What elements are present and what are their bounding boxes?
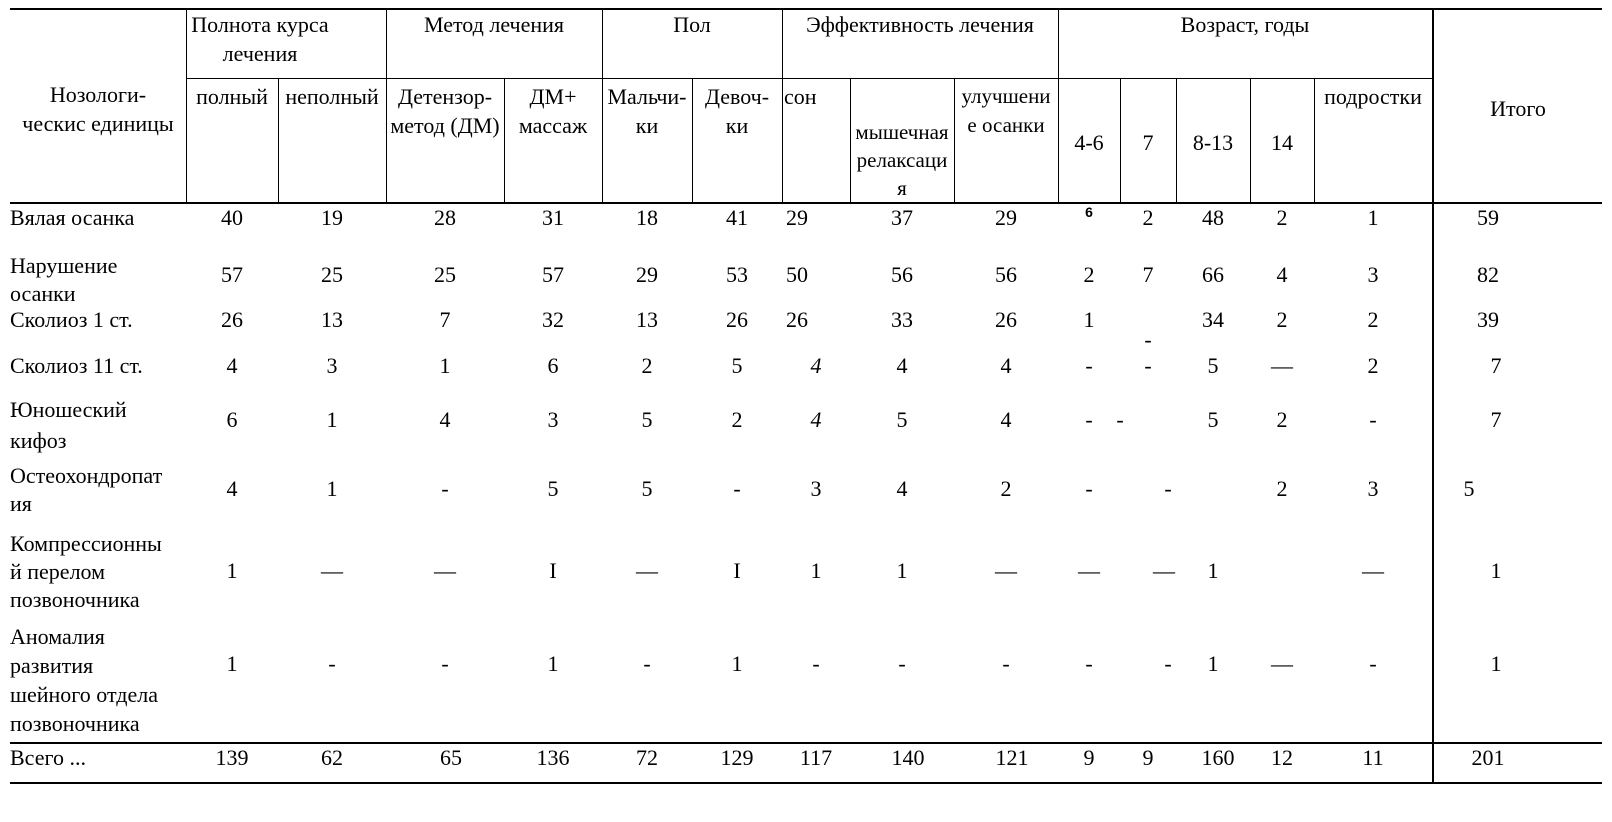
cell: 33 xyxy=(891,307,913,332)
cell: 2 xyxy=(1000,476,1012,501)
cell: 1 xyxy=(1207,558,1219,583)
cell: 25 xyxy=(321,262,343,287)
cell: 160 xyxy=(1201,745,1235,770)
cell: 25 xyxy=(434,262,456,287)
header-age-14: 14 xyxy=(1271,130,1293,155)
header-eff-posture: улучшени е осанки xyxy=(961,84,1051,137)
cell: — xyxy=(434,558,456,583)
cell: 2 xyxy=(1142,205,1154,230)
cell: 4 xyxy=(810,353,822,378)
cell: — xyxy=(1078,558,1100,583)
cell: 57 xyxy=(542,262,564,287)
rule-bottom xyxy=(10,782,1602,784)
cell: 26 xyxy=(786,307,808,332)
cell-total: 59 xyxy=(1477,205,1499,230)
cell: - xyxy=(1085,353,1093,378)
cell: — xyxy=(1362,558,1384,583)
cell: — xyxy=(1153,558,1175,583)
cell: 2 xyxy=(1276,476,1288,501)
cell: — xyxy=(636,558,658,583)
data-table xyxy=(10,8,1602,816)
cell: 6 xyxy=(1085,204,1093,220)
header-age-teen: подростки xyxy=(1324,84,1422,109)
header-eff-muscle: мышечная релаксаци я xyxy=(855,120,949,200)
cell: 37 xyxy=(891,205,913,230)
cell: 4 xyxy=(439,407,451,432)
header-method: Метод лечения xyxy=(423,12,565,37)
cell: 6 xyxy=(547,353,559,378)
cell: 65 xyxy=(440,745,462,770)
cell: 5 xyxy=(896,407,908,432)
cell: - xyxy=(898,651,906,676)
header-course-incomplete: неполный xyxy=(285,84,379,109)
cell: 1 xyxy=(731,651,743,676)
cell: 53 xyxy=(726,262,748,287)
cell: 1 xyxy=(896,558,908,583)
cell: 5 xyxy=(547,476,559,501)
cell: 29 xyxy=(995,205,1017,230)
header-course: Полнота курса лечения xyxy=(191,12,329,66)
cell: 1 xyxy=(1207,651,1219,676)
header-age: Возраст, годы xyxy=(1180,12,1310,37)
cell: 1 xyxy=(226,558,238,583)
row-label: Вялая осанка xyxy=(10,205,135,230)
cell: 4 xyxy=(810,407,822,432)
header-nosology: Нозологи- ческис единицы xyxy=(22,82,174,136)
cell: 1 xyxy=(326,407,338,432)
cell: - xyxy=(733,476,741,501)
row-label: Сколиоз 11 ст. xyxy=(10,353,143,378)
cell: 1 xyxy=(1083,307,1095,332)
cell: 9 xyxy=(1083,745,1095,770)
cell: 2 xyxy=(1367,307,1379,332)
cell: - xyxy=(1369,407,1377,432)
cell: 12 xyxy=(1271,745,1293,770)
cell: 40 xyxy=(221,205,243,230)
header-total: Итого xyxy=(1490,96,1546,121)
cell: — xyxy=(321,558,343,583)
cell: 1 xyxy=(810,558,822,583)
cell: - xyxy=(1116,407,1124,432)
cell: - xyxy=(1002,651,1010,676)
cell: 4 xyxy=(226,476,238,501)
cell: 62 xyxy=(321,745,343,770)
cell: 34 xyxy=(1202,307,1224,332)
cell: - xyxy=(1164,476,1172,501)
cell: 9 xyxy=(1142,745,1154,770)
cell: 5 xyxy=(641,476,653,501)
cell: 72 xyxy=(636,745,658,770)
cell: 18 xyxy=(636,205,658,230)
cell: 3 xyxy=(810,476,822,501)
cell: - xyxy=(1144,327,1152,352)
cell: - xyxy=(1164,651,1172,676)
cell: 4 xyxy=(896,353,908,378)
cell: 3 xyxy=(1367,262,1379,287)
row-label: Юношеский кифоз xyxy=(10,397,127,453)
header-age-8-13: 8-13 xyxy=(1192,130,1234,155)
cell-total: 5 xyxy=(1463,476,1475,501)
cell: 57 xyxy=(221,262,243,287)
cell: 4 xyxy=(1276,262,1288,287)
cell: 5 xyxy=(731,353,743,378)
cell: - xyxy=(1085,476,1093,501)
cell: 1 xyxy=(226,651,238,676)
header-method-dm: Детензор- метод (ДМ) xyxy=(390,84,500,138)
cell: 3 xyxy=(326,353,338,378)
cell: 1 xyxy=(439,353,451,378)
header-age-4-6: 4-6 xyxy=(1074,130,1104,155)
cell: 117 xyxy=(799,745,833,770)
header-sex-boys: Мальчи- ки xyxy=(607,84,687,138)
cell-total: 39 xyxy=(1477,307,1499,332)
cell: 2 xyxy=(1367,353,1379,378)
cell: - xyxy=(1144,353,1152,378)
cell: 29 xyxy=(786,205,808,230)
header-sex-girls: Девоч- ки xyxy=(704,84,770,138)
cell-total: 1 xyxy=(1490,651,1502,676)
cell-total: 1 xyxy=(1490,558,1502,583)
cell: - xyxy=(441,651,449,676)
cell: 139 xyxy=(215,745,249,770)
cell: I xyxy=(733,558,741,583)
cell: 50 xyxy=(786,262,808,287)
cell: - xyxy=(1085,407,1093,432)
row-label-total: Всего ... xyxy=(10,745,86,770)
cell: 6 xyxy=(226,407,238,432)
cell: 48 xyxy=(1202,205,1224,230)
cell: 13 xyxy=(636,307,658,332)
cell: 5 xyxy=(641,407,653,432)
row-label: Нарушение осанки xyxy=(10,253,118,306)
cell: 7 xyxy=(439,307,451,332)
cell: 1 xyxy=(1367,205,1379,230)
cell: 7 xyxy=(1142,262,1154,287)
cell: I xyxy=(549,558,557,583)
cell: 3 xyxy=(1367,476,1379,501)
cell: 4 xyxy=(1000,407,1012,432)
cell: 136 xyxy=(536,745,570,770)
row-label: Остеохондропат ия xyxy=(10,463,163,516)
row-label: Аномалия развития шейного отдела позвоночника xyxy=(10,624,158,736)
cell: 2 xyxy=(731,407,743,432)
cell: 140 xyxy=(891,745,925,770)
cell: 4 xyxy=(896,476,908,501)
cell: 2 xyxy=(1276,407,1288,432)
cell: 2 xyxy=(1276,205,1288,230)
row-label: Сколиоз 1 ст. xyxy=(10,307,133,332)
cell-total: 7 xyxy=(1490,353,1502,378)
cell: 2 xyxy=(641,353,653,378)
cell: - xyxy=(812,651,820,676)
cell: 31 xyxy=(542,205,564,230)
cell: 2 xyxy=(1276,307,1288,332)
cell: 13 xyxy=(321,307,343,332)
cell: 26 xyxy=(221,307,243,332)
header-course-full: полный xyxy=(196,84,268,109)
rule-subheader xyxy=(186,78,1432,79)
cell: 129 xyxy=(720,745,754,770)
cell: 56 xyxy=(891,262,913,287)
cell: 4 xyxy=(226,353,238,378)
cell: 2 xyxy=(1083,262,1095,287)
cell-total: 201 xyxy=(1471,745,1505,770)
cell: 3 xyxy=(547,407,559,432)
cell: 1 xyxy=(547,651,559,676)
cell: - xyxy=(1369,651,1377,676)
cell: - xyxy=(328,651,336,676)
header-sex: Пол xyxy=(673,12,711,37)
cell: 56 xyxy=(995,262,1017,287)
cell: - xyxy=(441,476,449,501)
cell: 121 xyxy=(995,745,1029,770)
row-label: Компрессионны й перелом позвоночника xyxy=(10,531,162,612)
cell: 4 xyxy=(1000,353,1012,378)
header-eff-sleep: сон xyxy=(784,84,817,109)
cell: 5 xyxy=(1207,353,1219,378)
cell: 19 xyxy=(321,205,343,230)
cell: 26 xyxy=(995,307,1017,332)
cell-total: 7 xyxy=(1490,407,1502,432)
cell: 11 xyxy=(1362,745,1384,770)
cell: - xyxy=(643,651,651,676)
cell: 66 xyxy=(1202,262,1224,287)
cell: - xyxy=(1085,651,1093,676)
cell-total: 82 xyxy=(1477,262,1499,287)
cell: — xyxy=(1271,651,1293,676)
header-efficacy: Эффективность лечения xyxy=(806,12,1034,37)
cell: 26 xyxy=(726,307,748,332)
cell: — xyxy=(995,558,1017,583)
cell: 28 xyxy=(434,205,456,230)
cell: 5 xyxy=(1207,407,1219,432)
cell: 1 xyxy=(326,476,338,501)
cell: 29 xyxy=(636,262,658,287)
cell: — xyxy=(1271,353,1293,378)
cell: 32 xyxy=(542,307,564,332)
cell: 41 xyxy=(726,205,748,230)
header-method-dm-massage: ДМ+ массаж xyxy=(518,84,588,138)
header-age-7: 7 xyxy=(1142,130,1154,155)
